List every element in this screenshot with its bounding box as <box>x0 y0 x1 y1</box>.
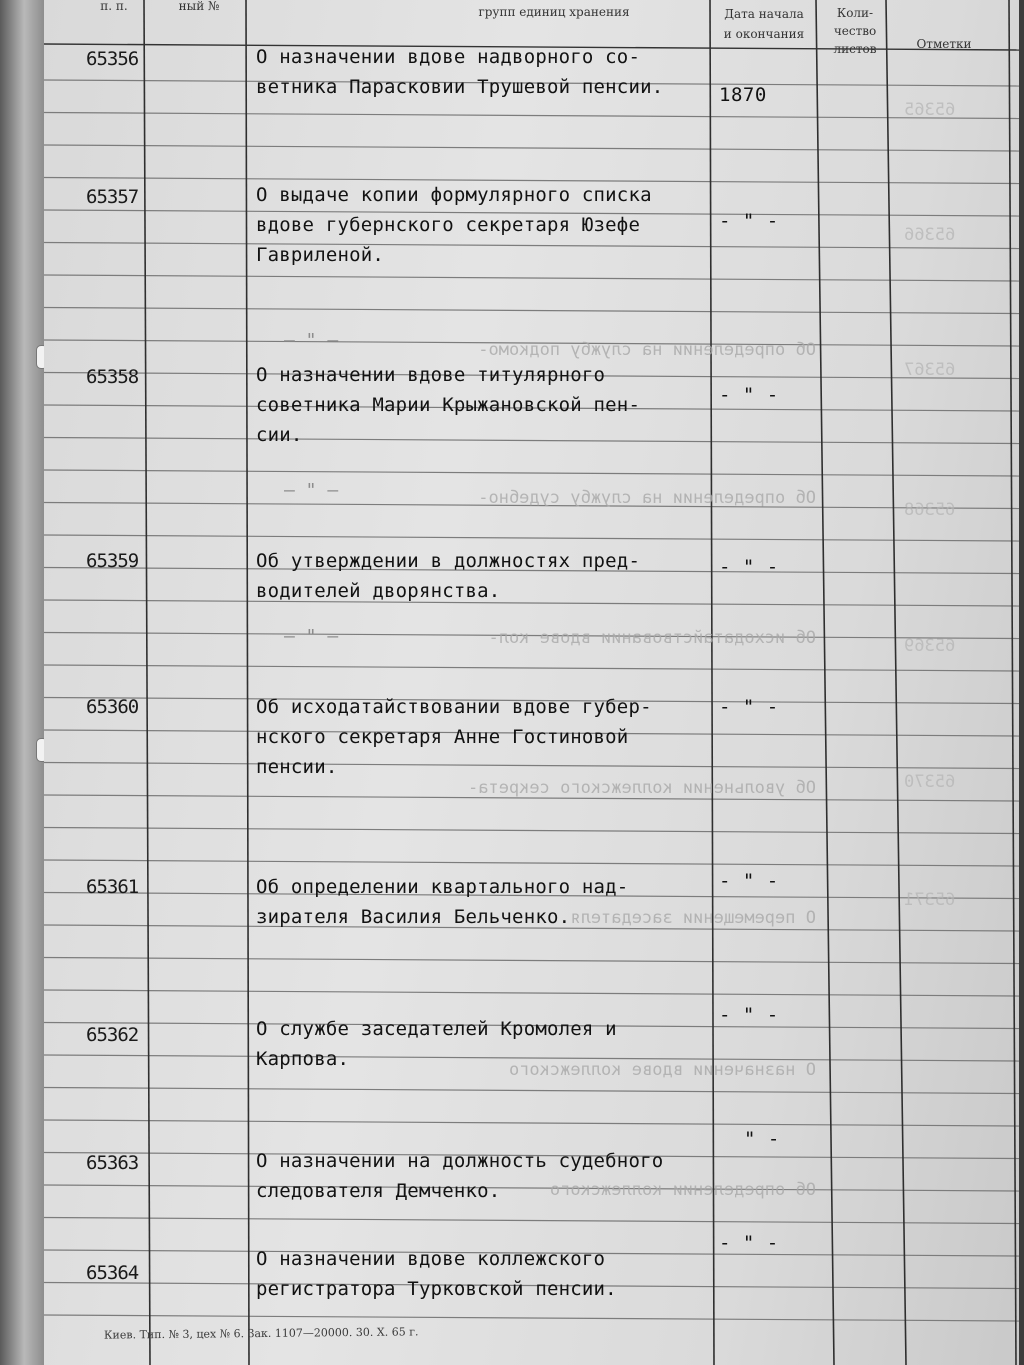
row-date-65360: - " - <box>719 696 779 718</box>
ruling-line <box>44 470 1019 476</box>
ledger-page <box>44 0 1019 1365</box>
row-number-65357: 65357 <box>86 186 139 208</box>
row-title-65362: О службе заседателей Кромолея и Карпова. <box>256 1018 617 1070</box>
bleed-through-text: Об определении на службу судебно- <box>478 488 816 508</box>
row-number-65361: 65361 <box>86 876 139 898</box>
bleed-through-text: Об определении коллежского <box>549 1180 816 1200</box>
bleed-through-text: Об определении на службу подкомо- <box>478 340 816 360</box>
row-date-65358: - " - <box>719 384 779 406</box>
ruling-line <box>44 1088 1019 1094</box>
ruling-line <box>44 828 1019 834</box>
header-col-num: п. п. <box>100 0 128 13</box>
ruling-line <box>44 1218 1019 1224</box>
ruling-line <box>44 665 1019 671</box>
row-title-65358: О назначении вдове титулярного советника Марии Крыжановской пен- сии. <box>256 364 641 446</box>
bleed-through-text: Об исходатайствовании вдове кол- <box>488 628 816 648</box>
printer-imprint: Киев. Тип. № 3, цех № 6. Зак. 1107—20000. 30. X. 65 г. <box>103 1325 419 1342</box>
bleed-through-number: 65369 <box>904 636 956 656</box>
row-title-65364: О назначении вдове коллежского регистратора Турковской пенсии. <box>256 1248 617 1300</box>
row-date-65363: " - <box>744 1128 780 1150</box>
header-col-inv: ный № <box>178 0 220 13</box>
header-col-sheets: Коли- чество листов <box>833 6 877 56</box>
adjacent-page-edge <box>0 0 44 1365</box>
row-number-65360: 65360 <box>86 696 139 718</box>
row-number-65359: 65359 <box>86 550 139 572</box>
bleed-through-text: Об увольнении коллежского секрета- <box>468 778 816 798</box>
row-number-65356: 65356 <box>86 48 139 70</box>
row-title-65361: Об определении квартального над- зирателя Василия Бельченко. <box>256 876 629 928</box>
bleed-through-text: О назначении вдове коллежского <box>508 1060 816 1080</box>
row-number-65362: 65362 <box>86 1024 139 1046</box>
row-date-65362: - " - <box>719 1004 779 1026</box>
ruling-line <box>44 145 1019 151</box>
bleed-through-number: 65365 <box>904 100 956 120</box>
bleed-through-number: 65368 <box>904 500 956 520</box>
ruling-line <box>44 113 1019 119</box>
ruling-line <box>44 958 1019 964</box>
row-date-65359: - " - <box>719 556 779 578</box>
row-date-65356: 1870 <box>719 84 767 106</box>
row-title-65357: О выдаче копии формулярного списка вдове губернского секретаря Юзефе Гавриленой. <box>256 184 652 266</box>
row-number-65364: 65364 <box>86 1262 139 1284</box>
row-title-65363: О назначении на должность судебного следователя Демченко. <box>256 1150 664 1202</box>
bleed-through-number: 65371 <box>904 890 956 910</box>
ditto-mark: – " – <box>284 480 339 501</box>
row-date-65361: - " - <box>719 870 779 892</box>
ruling-line <box>44 1315 1019 1321</box>
row-number-65363: 65363 <box>86 1152 139 1174</box>
header-col-title: групп единиц хранения <box>478 5 630 19</box>
row-date-65364: - " - <box>719 1232 779 1254</box>
ruling-line <box>44 990 1019 996</box>
ruling-line <box>44 860 1019 866</box>
ditto-mark: – " – <box>284 330 339 351</box>
ruling-line <box>44 1120 1019 1126</box>
row-title-65359: Об утверждении в должностях пред- водителей дворянства. <box>256 550 641 602</box>
row-title-65360: Об исходатайствовании вдове губер- нского секретаря Анне Гостиновой пенсии. <box>256 696 652 778</box>
bleed-through-number: 65366 <box>904 225 956 245</box>
bleed-through-number: 65367 <box>904 360 956 380</box>
ruling-line <box>44 275 1019 281</box>
row-title-65356: О назначении вдове надворного со- ветника Парасковии Трушевой пенсии. <box>256 46 664 98</box>
ruling-line <box>44 308 1019 314</box>
ditto-mark: – " – <box>284 626 339 647</box>
ruling-line <box>44 535 1019 541</box>
row-date-65357: - " - <box>719 210 779 232</box>
bleed-through-text: О перемещении заседателя <box>570 908 816 928</box>
row-number-65358: 65358 <box>86 366 139 388</box>
header-col-notes: Отметки <box>916 37 972 51</box>
bleed-through-number: 65370 <box>904 772 956 792</box>
header-col-date: Дата начала и окончания <box>723 7 805 41</box>
